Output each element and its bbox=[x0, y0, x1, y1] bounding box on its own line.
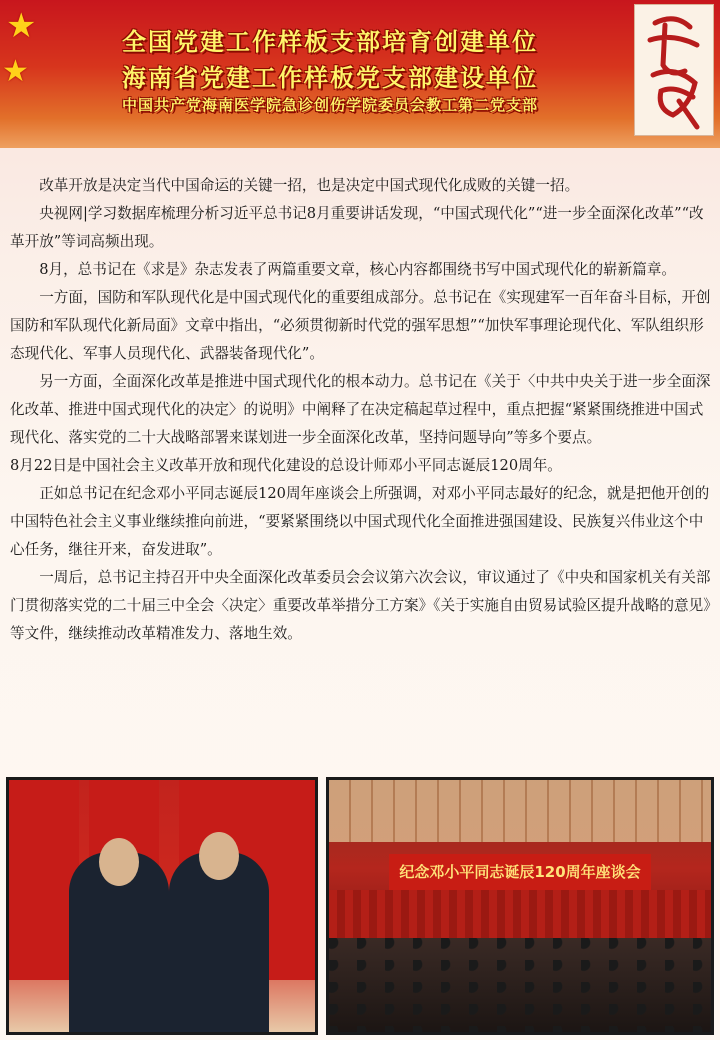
audience bbox=[329, 938, 711, 1035]
paragraph: 8月，总书记在《求是》杂志发表了两篇重要文章，核心内容都围绕书写中国式现代化的崭新篇章。 bbox=[39, 261, 677, 278]
person-head bbox=[199, 832, 239, 880]
subtitle: 中国共产党海南医学院急诊创伤学院委员会教工第二党支部 bbox=[121, 96, 538, 114]
paragraph: 央视网|学习数据库梳理分析习近平总书记8月重要讲话发现，“中国式现代化”“进一步全面深化改革”“改革开放”等词高频出现。 bbox=[10, 205, 704, 250]
photo-handshake bbox=[6, 777, 318, 1035]
title-line-1: 全国党建工作样板支部培育创建单位 bbox=[122, 28, 538, 56]
paragraph: 8月22日是中国社会主义改革开放和现代化建设的总设计师邓小平同志诞辰120周年。 bbox=[10, 457, 562, 474]
paragraph: 一方面，国防和军队现代化是中国式现代化的重要组成部分。总书记在《实现建军一百年奋斗目标，开创国防和军队现代化新局面》文章中指出，“必须贯彻新时代党的强军思想”“加快军事理论现代化、军队组织形态现代化、军事人员现代化、武器装备现代化”。 bbox=[10, 289, 711, 362]
paragraph: 正如总书记在纪念邓小平同志诞辰120周年座谈会上所强调，对邓小平同志最好的纪念，就是把他开创的中国特色社会主义事业继续推向前进，“要紧紧围绕以中国式现代化全面推进强国建设、民族复兴伟业这个中心任务，继往开来，奋发进取”。 bbox=[10, 485, 710, 558]
stage-curtain bbox=[329, 890, 711, 938]
title-line-2: 海南省党建工作样板党支部建设单位 bbox=[122, 64, 538, 92]
meeting-banner: 纪念邓小平同志诞辰120周年座谈会 bbox=[389, 854, 651, 890]
star-icon: ★ bbox=[2, 54, 29, 89]
photo-meeting bbox=[326, 777, 714, 1035]
paragraph: 一周后，总书记主持召开中央全面深化改革委员会会议第六次会议，审议通过了《中央和国家机关有关部门贯彻落实党的二十届三中全会〈决定〉重要改革举措分工方案》《关于实施自由贸易试验区提升战略的意见》等文件，继续推动改革精准发力、落地生效。 bbox=[10, 569, 711, 642]
paragraph: 改革开放是决定当代中国命运的关键一招，也是决定中国式现代化成败的关键一招。 bbox=[39, 177, 580, 194]
paragraph: 另一方面，全面深化改革是推进中国式现代化的根本动力。总书记在《关于〈中共中央关于进一步全面深化改革、推进中国式现代化的决定〉的说明》中阐释了在决定稿起草过程中，重点把握“紧紧围绕推进中国式现代化、落实党的二十大战略部署来谋划进一步全面深化改革，坚持问题导向”等多个要点。 bbox=[10, 373, 711, 446]
article-body bbox=[10, 172, 712, 648]
header-banner bbox=[0, 0, 720, 148]
photo-row bbox=[6, 777, 714, 1037]
hall-ceiling bbox=[329, 780, 711, 842]
calligraphy-seal bbox=[634, 4, 714, 136]
person-head bbox=[99, 838, 139, 886]
star-icon: ★ bbox=[6, 6, 37, 46]
